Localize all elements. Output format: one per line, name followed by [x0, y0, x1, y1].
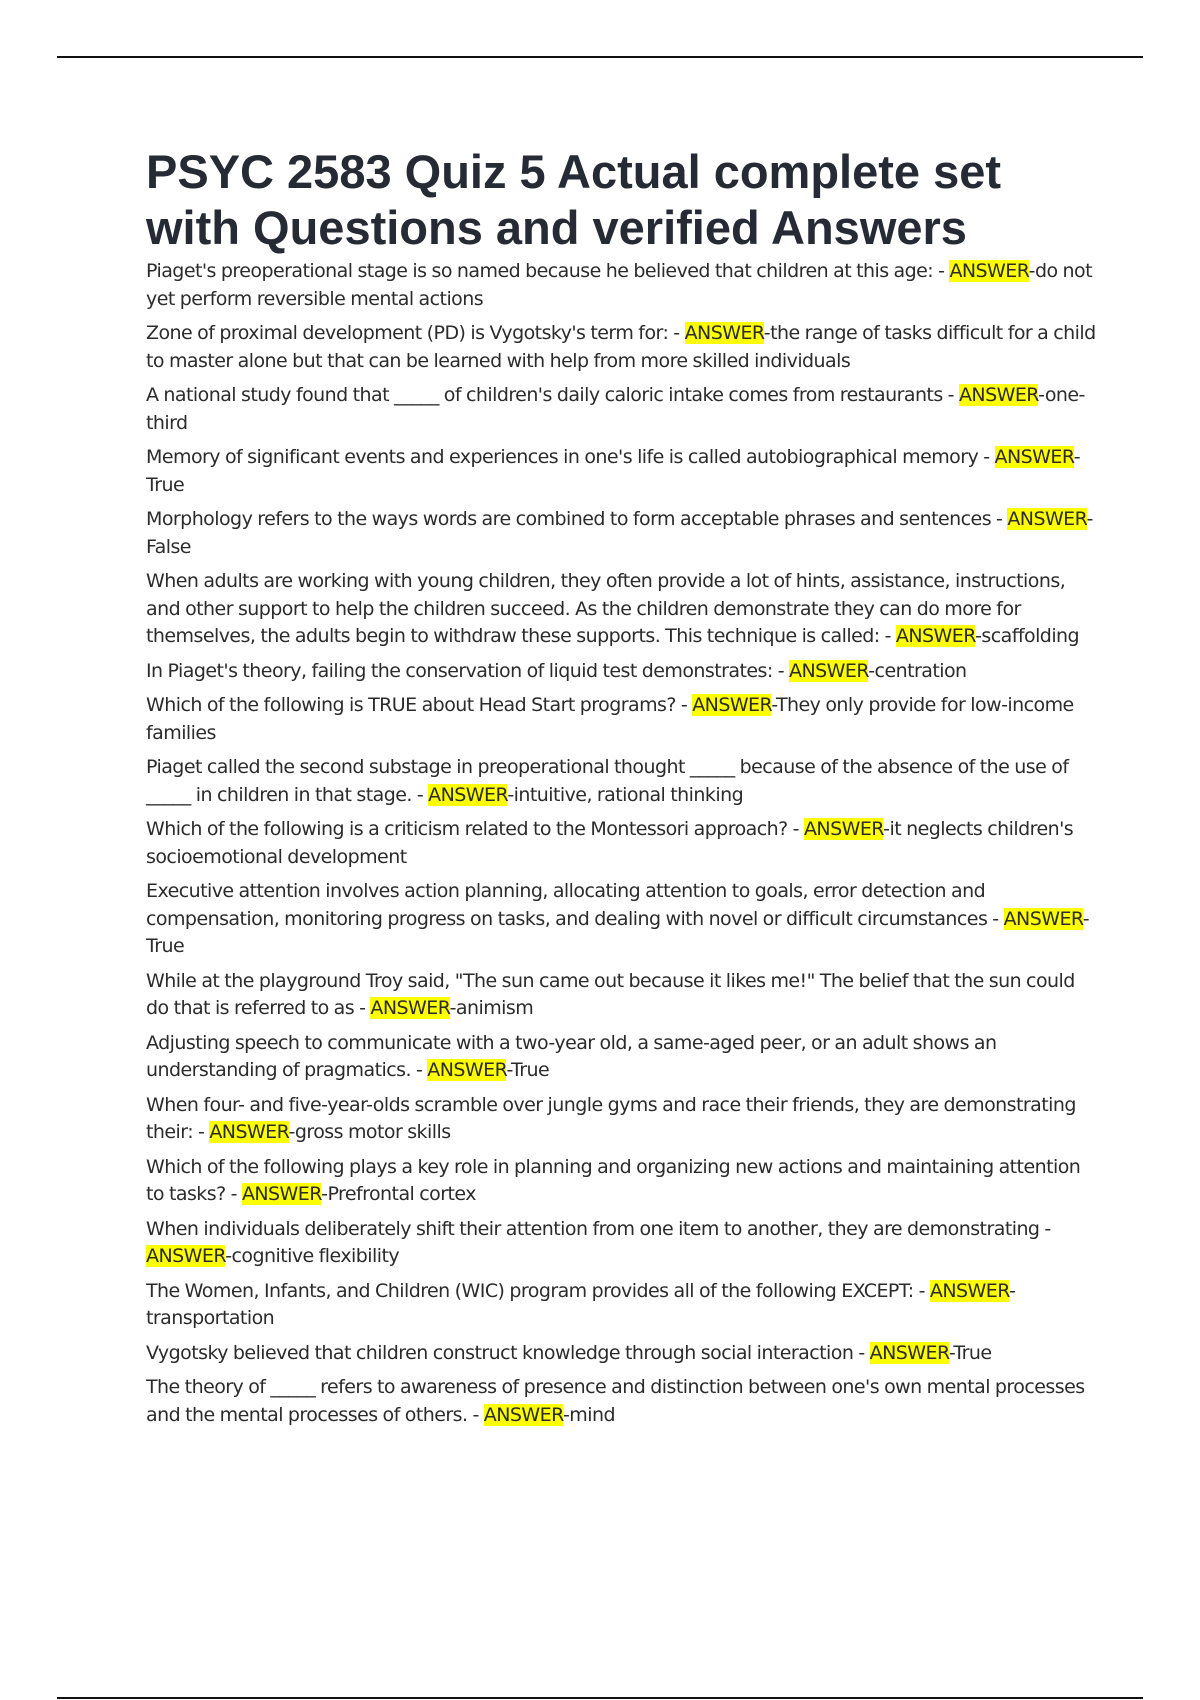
- answer-text: -the range of tasks difficult for a child to master alone but that can be learned with help from more skilled individuals: [146, 322, 1096, 372]
- qa-item: [146, 816, 1096, 871]
- question-text: Which of the following is TRUE about Head Start programs? -: [146, 694, 693, 716]
- answer-text: -They only provide for low-income families: [146, 694, 1074, 744]
- question-text: Vygotsky believed that children construct knowledge through social interaction -: [146, 1341, 870, 1364]
- question-text: Adjusting speech to communicate with a two-year old, a same-aged peer, or an adult shows an understanding of pragmatics. -: [146, 1031, 997, 1081]
- answer-text: -scaffolding: [975, 625, 1080, 647]
- header-rule: [57, 56, 1143, 58]
- footer-rule: [57, 1697, 1143, 1699]
- qa-item: [146, 382, 1096, 437]
- question-text: A national study found that _____ of children's daily caloric intake comes from restaurants -: [146, 384, 959, 406]
- question-text: Piaget's preoperational stage is so named because he believed that children at this age: -: [146, 260, 950, 282]
- question-text: Which of the following is a criticism related to the Montessori approach? -: [146, 818, 804, 840]
- qa-item: [146, 968, 1096, 1023]
- answer-text: -mind: [562, 1403, 615, 1426]
- qa-item: [146, 1030, 1096, 1085]
- answer-marker: ANSWER: [1003, 907, 1083, 930]
- qa-item: [146, 754, 1096, 809]
- question-text: In Piaget's theory, failing the conservation of liquid test demonstrates: -: [146, 659, 790, 682]
- answer-text: -transportation: [146, 1279, 1016, 1329]
- answer-text: -Prefrontal cortex: [321, 1183, 476, 1205]
- qa-item: [146, 1092, 1096, 1147]
- answer-marker: ANSWER: [1007, 508, 1087, 530]
- document-title: PSYC 2583 Quiz 5 Actual complete set with Questions and verified Answers: [146, 145, 1002, 254]
- document-page: [146, 144, 1096, 1436]
- answer-marker: ANSWER: [370, 997, 450, 1019]
- qa-item: [146, 444, 1096, 499]
- answer-marker: ANSWER: [958, 384, 1039, 406]
- question-text: The Women, Infants, and Children (WIC) program provides all of the following EXCEPT: -: [146, 1279, 930, 1302]
- answer-text: -intuitive, rational thinking: [507, 783, 744, 806]
- answer-text: -gross motor skills: [288, 1121, 451, 1143]
- qa-item: [146, 1278, 1096, 1333]
- question-text: While at the playground Troy said, "The sun came out because it likes me!" The belief that the sun could do that is referred to as -: [146, 969, 1075, 1019]
- answer-text: -do not yet perform reversible mental actions: [146, 260, 1092, 310]
- qa-item: [146, 1340, 1096, 1368]
- answer-text: -cognitive flexibility: [225, 1245, 400, 1267]
- qa-item: [146, 658, 1096, 686]
- qa-item: [146, 320, 1096, 375]
- answer-marker: ANSWER: [949, 260, 1029, 282]
- answer-text: -it neglects children's socioemotional development: [146, 818, 1074, 868]
- answer-marker: ANSWER: [692, 694, 772, 716]
- answer-text: -centration: [868, 659, 967, 682]
- answer-text: -True: [146, 446, 1081, 496]
- answer-marker: ANSWER: [789, 659, 869, 682]
- question-text: Memory of significant events and experiences in one's life is called autobiographical memory -: [146, 446, 995, 468]
- qa-list: [146, 258, 1096, 1429]
- answer-text: -one-third: [146, 384, 1085, 434]
- question-text: When individuals deliberately shift their attention from one item to another, they are demonstrating -: [146, 1217, 1051, 1240]
- qa-item: [146, 1374, 1096, 1429]
- answer-text: -animism: [449, 997, 534, 1019]
- answer-marker: ANSWER: [146, 1245, 226, 1267]
- qa-item: [146, 692, 1096, 747]
- answer-marker: ANSWER: [241, 1183, 322, 1205]
- answer-marker: ANSWER: [427, 1059, 507, 1081]
- answer-marker: ANSWER: [895, 625, 976, 647]
- question-text: Piaget called the second substage in preoperational thought _____ because of the absence of the use of _____ in children in that stage. -: [146, 756, 1069, 806]
- qa-item: [146, 568, 1096, 651]
- answer-text: -False: [146, 508, 1093, 558]
- answer-text: -True: [506, 1059, 550, 1081]
- question-text: Executive attention involves action planning, allocating attention to goals, error detection and compensation, monitoring progress on tasks, and dealing with novel or difficult circumstances -: [146, 880, 1004, 930]
- qa-item: [146, 1154, 1096, 1209]
- answer-marker: ANSWER: [483, 1403, 563, 1426]
- question-text: Zone of proximal development (PD) is Vygotsky's term for: -: [146, 322, 685, 344]
- qa-item: [146, 258, 1096, 313]
- answer-marker: ANSWER: [929, 1279, 1010, 1302]
- answer-marker: ANSWER: [209, 1121, 289, 1143]
- question-text: When four- and five-year-olds scramble over jungle gyms and race their friends, they are demonstrating their: -: [146, 1093, 1076, 1143]
- qa-item: [146, 1216, 1096, 1271]
- answer-text: -True: [948, 1341, 992, 1364]
- answer-marker: ANSWER: [803, 818, 884, 840]
- question-text: Morphology refers to the ways words are combined to form acceptable phrases and sentences -: [146, 508, 1008, 530]
- answer-marker: ANSWER: [869, 1341, 949, 1364]
- qa-item: [146, 878, 1096, 961]
- answer-marker: ANSWER: [684, 322, 764, 344]
- qa-item: [146, 506, 1096, 561]
- answer-marker: ANSWER: [428, 783, 508, 806]
- answer-text: -True: [146, 907, 1090, 957]
- question-text: Which of the following plays a key role in planning and organizing new actions and maintaining attention to tasks? -: [146, 1155, 1081, 1205]
- question-text: The theory of _____ refers to awareness of presence and distinction between one's own mental processes and the mental processes of others. -: [146, 1376, 1085, 1426]
- answer-marker: ANSWER: [994, 446, 1074, 468]
- question-text: When adults are working with young children, they often provide a lot of hints, assistance, instructions, and other support to help the children succeed. As the children demonstrate they can do more for themselves, the adults begin to withdraw these supports. This technique is called: -: [146, 570, 1066, 647]
